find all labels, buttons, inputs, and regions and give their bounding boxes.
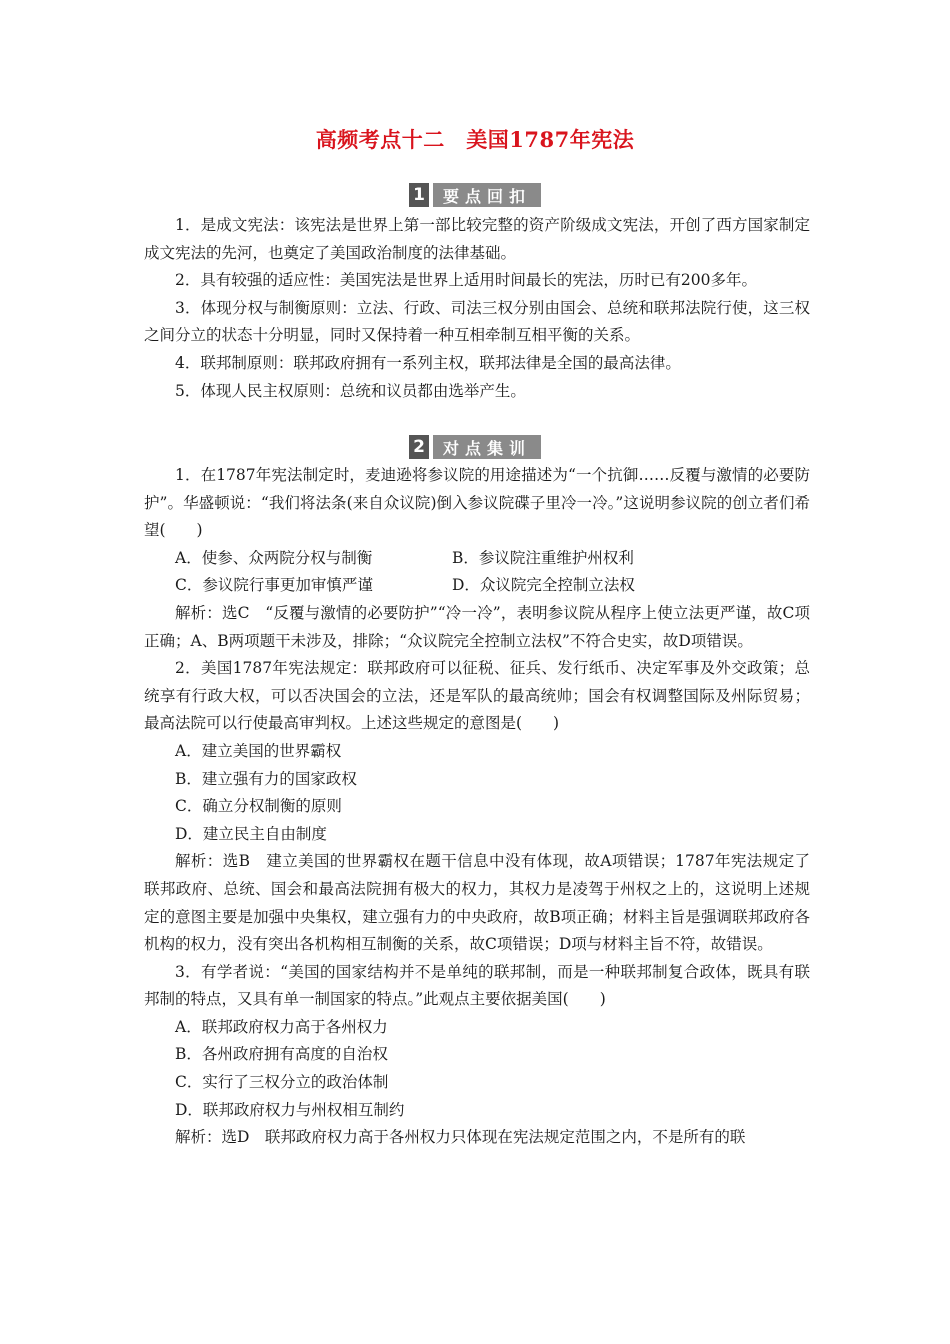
section-badge xyxy=(409,183,541,207)
review-point-4: 4．联邦制原则：联邦政府拥有一系列主权，联邦法律是全国的最高法律。 xyxy=(175,353,681,372)
question-1-option-a: A．使参、众两院分权与制衡 xyxy=(175,548,373,567)
question-1-option-b: B．参议院注重维护州权利 xyxy=(452,548,634,567)
review-point-1: 1．是成文宪法：该宪法是世界上第一部比较完整的资产阶级成文宪法，开创了西方国家制定成文宪法的先河，也奠定了美国政治制度的法律基础。 xyxy=(144,216,810,262)
review-points xyxy=(144,212,810,405)
question-1-options-row-1 xyxy=(144,545,810,573)
question-3-analysis: 解析：选D 联邦政府权力高于各州权力只体现在宪法规定范围之内，不是所有的联 xyxy=(175,1128,746,1147)
section-header-practice xyxy=(0,435,950,459)
question-2-option-d: D．建立民主自由制度 xyxy=(175,824,327,843)
review-point-3: 3．体现分权与制衡原则：立法、行政、司法三权分别由国会、总统和联邦法院行使，这三权之间分立的状态十分明显，同时又保持着一种互相牵制互相平衡的关系。 xyxy=(144,298,810,345)
question-2-option-a: A．建立美国的世界霸权 xyxy=(175,741,342,760)
question-1-option-d: D．众议院完全控制立法权 xyxy=(452,576,635,595)
section-header-review xyxy=(0,183,950,207)
page-title: 高频考点十二 美国1787年宪法 xyxy=(315,127,635,152)
question-3-option-b: B．各州政府拥有高度的自治权 xyxy=(175,1045,388,1064)
question-3-option-a: A．联邦政府权力高于各州权力 xyxy=(175,1017,388,1036)
section-number: 1 xyxy=(409,183,429,207)
question-1-option-c: C．参议院行事更加审慎严谨 xyxy=(175,576,373,595)
question-2-option-c: C．确立分权制衡的原则 xyxy=(175,797,342,816)
question-2-stem: 2．美国1787年宪法规定：联邦政府可以征税、征兵、发行纸币、决定军事及外交政策；总统享有行政大权，可以否决国会的立法，还是军队的最高统帅；国会有权调整国际及州际贸易；最高法院可以行使最高审判权。上述这些规定的意图是( ) xyxy=(144,659,810,733)
section-badge xyxy=(409,435,541,459)
review-point-2: 2．具有较强的适应性：美国宪法是世界上适用时间最长的宪法，历时已有200多年。 xyxy=(175,271,757,290)
section-label: 要点回扣 xyxy=(433,183,541,207)
question-1-stem: 1．在1787年宪法制定时，麦迪逊将参议院的用途描述为“一个抗御……反覆与激情的必要防护”。华盛顿说：“我们将法条(来自众议院)倒入参议院碟子里冷一冷。”这说明参议院的创立者们希望( ) xyxy=(144,466,810,540)
question-3-option-d: D．联邦政府权力与州权相互制约 xyxy=(175,1100,405,1119)
question-3-option-c: C．实行了三权分立的政治体制 xyxy=(175,1073,389,1092)
review-point-5: 5．体现人民主权原则：总统和议员都由选举产生。 xyxy=(175,381,526,400)
section-number: 2 xyxy=(409,435,429,459)
question-1-options-row-2 xyxy=(144,572,810,600)
practice-questions xyxy=(144,462,810,1152)
question-2-option-b: B．建立强有力的国家政权 xyxy=(175,769,357,788)
question-2-analysis: 解析：选B 建立美国的世界霸权在题干信息中没有体现，故A项错误；1787年宪法规定了联邦政府、总统、国会和最高法院拥有极大的权力，其权力是凌驾于州权之上的，这说明上述规定的意图主要是加强中央集权，建立强有力的中央政府，故B项正确；材料主旨是强调联邦政府各机构的权力，没有突出各机构相互制衡的关系，故C项错误；D项与材料主旨不符，故错误。 xyxy=(144,852,810,954)
question-3-stem: 3．有学者说：“美国的国家结构并不是单纯的联邦制，而是一种联邦制复合政体，既具有联邦制的特点，又具有单一制国家的特点。”此观点主要依据美国( ) xyxy=(144,962,810,1009)
question-1-analysis: 解析：选C “反覆与激情的必要防护”“冷一冷”，表明参议院从程序上使立法更严谨，故C项正确；A、B两项题干未涉及，排除；“众议院完全控制立法权”不符合史实，故D项错误。 xyxy=(144,603,810,650)
section-label: 对点集训 xyxy=(433,435,541,459)
